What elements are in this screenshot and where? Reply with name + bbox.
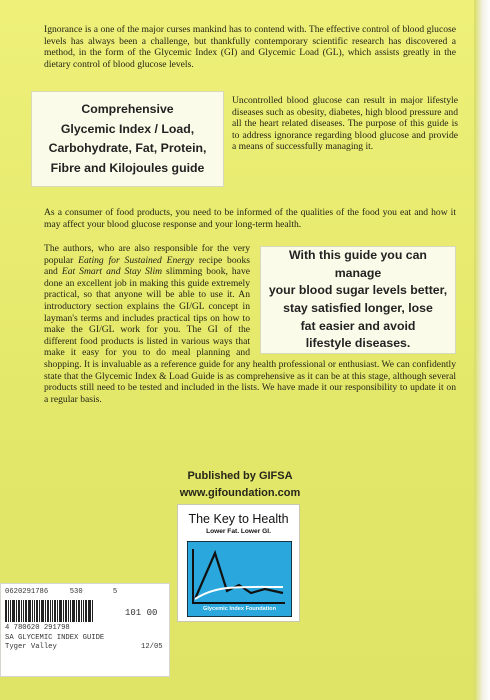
- book-title-eating: Eating for Sustained Energy: [78, 254, 194, 266]
- guide-contents-box: [31, 91, 224, 187]
- benefit-line-4: fat easier and avoid: [300, 318, 416, 333]
- box-line-2: Glycemic Index / Load,: [60, 121, 195, 136]
- authors-text-1: The authors, who are also responsible for the very popular: [44, 243, 250, 266]
- benefit-line-5: lifestyle diseases.: [305, 336, 411, 351]
- sticker-date: 12/05: [141, 643, 163, 651]
- price-sticker: [0, 583, 170, 677]
- page-edge: [474, 0, 490, 700]
- book-title-eat-smart: Eat Smart and Stay Slim: [61, 266, 163, 278]
- logo-subtitle: Lower Fat. Lower GI.: [206, 528, 271, 535]
- gifsa-logo: [177, 504, 300, 622]
- box-line-4: Fibre and Kilojoules guide: [50, 160, 205, 175]
- sticker-store: Tyger Valley: [5, 643, 57, 651]
- benefit-line-1: With this guide you can manage: [289, 248, 427, 280]
- sticker-title: SA GLYCEMIC INDEX GUIDE: [5, 634, 105, 642]
- barcode-icon: [5, 600, 109, 622]
- intro-paragraph: Ignorance is a one of the major curses mankind has to contend with. The effective control of blood glucose levels has always been a challenge, but thankfully contemporary scientific research has discovered a method, in the form of the Glycemic Index (GI) and Glycemic Load (GL), which assists greatly in the dietary control of blood glucose levels.: [44, 24, 456, 70]
- sticker-price: 101 00: [125, 608, 158, 618]
- sticker-code-line: 0620291786 530 5: [5, 588, 118, 596]
- logo-foundation-text: Glycemic Index Foundation: [202, 606, 277, 612]
- sticker-barcode-number: 4 780620 291798: [5, 624, 70, 632]
- authors-text-2: recipe books and: [44, 254, 250, 278]
- authors-text-3: slimming book, have done an excellent job in making this guide extremely practical, so that anyone will be able to use it. An introductory section explains the GI/GL concept in layman's terms and includes practical tips on how to make the GI/GL work for you. The GI of the different food products is listed in various ways that make it easy for you to do meal planning and shopping. It is invaluable as a reference guide for any health professional or enthusiast. We can confidently state that the Glycemic Index & Load Guide is as comprehensive as it can be at this stage, although several products still need to be tested and included in the lists. We have made it our responsibility to update it on a regular basis.: [44, 266, 456, 405]
- logo-title: The Key to Health: [188, 512, 289, 526]
- benefit-line-2: your blood sugar levels better,: [268, 283, 448, 298]
- publisher-website: www.gifoundation.com: [179, 487, 301, 499]
- uncontrolled-paragraph: Uncontrolled blood glucose can result in major lifestyle diseases such as obesity, diabetes, high blood pressure and all the heart related diseases. The purpose of this guide is to address ignorance regarding blood glucose and provide a means of successfully managing it.: [232, 95, 458, 153]
- benefits-box: [260, 246, 456, 354]
- published-by: Published by GIFSA: [187, 470, 293, 482]
- consumer-paragraph: As a consumer of food products, you need to be informed of the qualities of the food you eat and how it may affect your blood glucose response and your long-term health.: [44, 207, 456, 230]
- box-line-3: Carbohydrate, Fat, Protein,: [48, 141, 207, 155]
- benefit-line-3: stay satisfied longer, lose: [283, 301, 433, 315]
- authors-paragraph: [44, 243, 456, 405]
- box-line-1: Comprehensive: [81, 102, 174, 116]
